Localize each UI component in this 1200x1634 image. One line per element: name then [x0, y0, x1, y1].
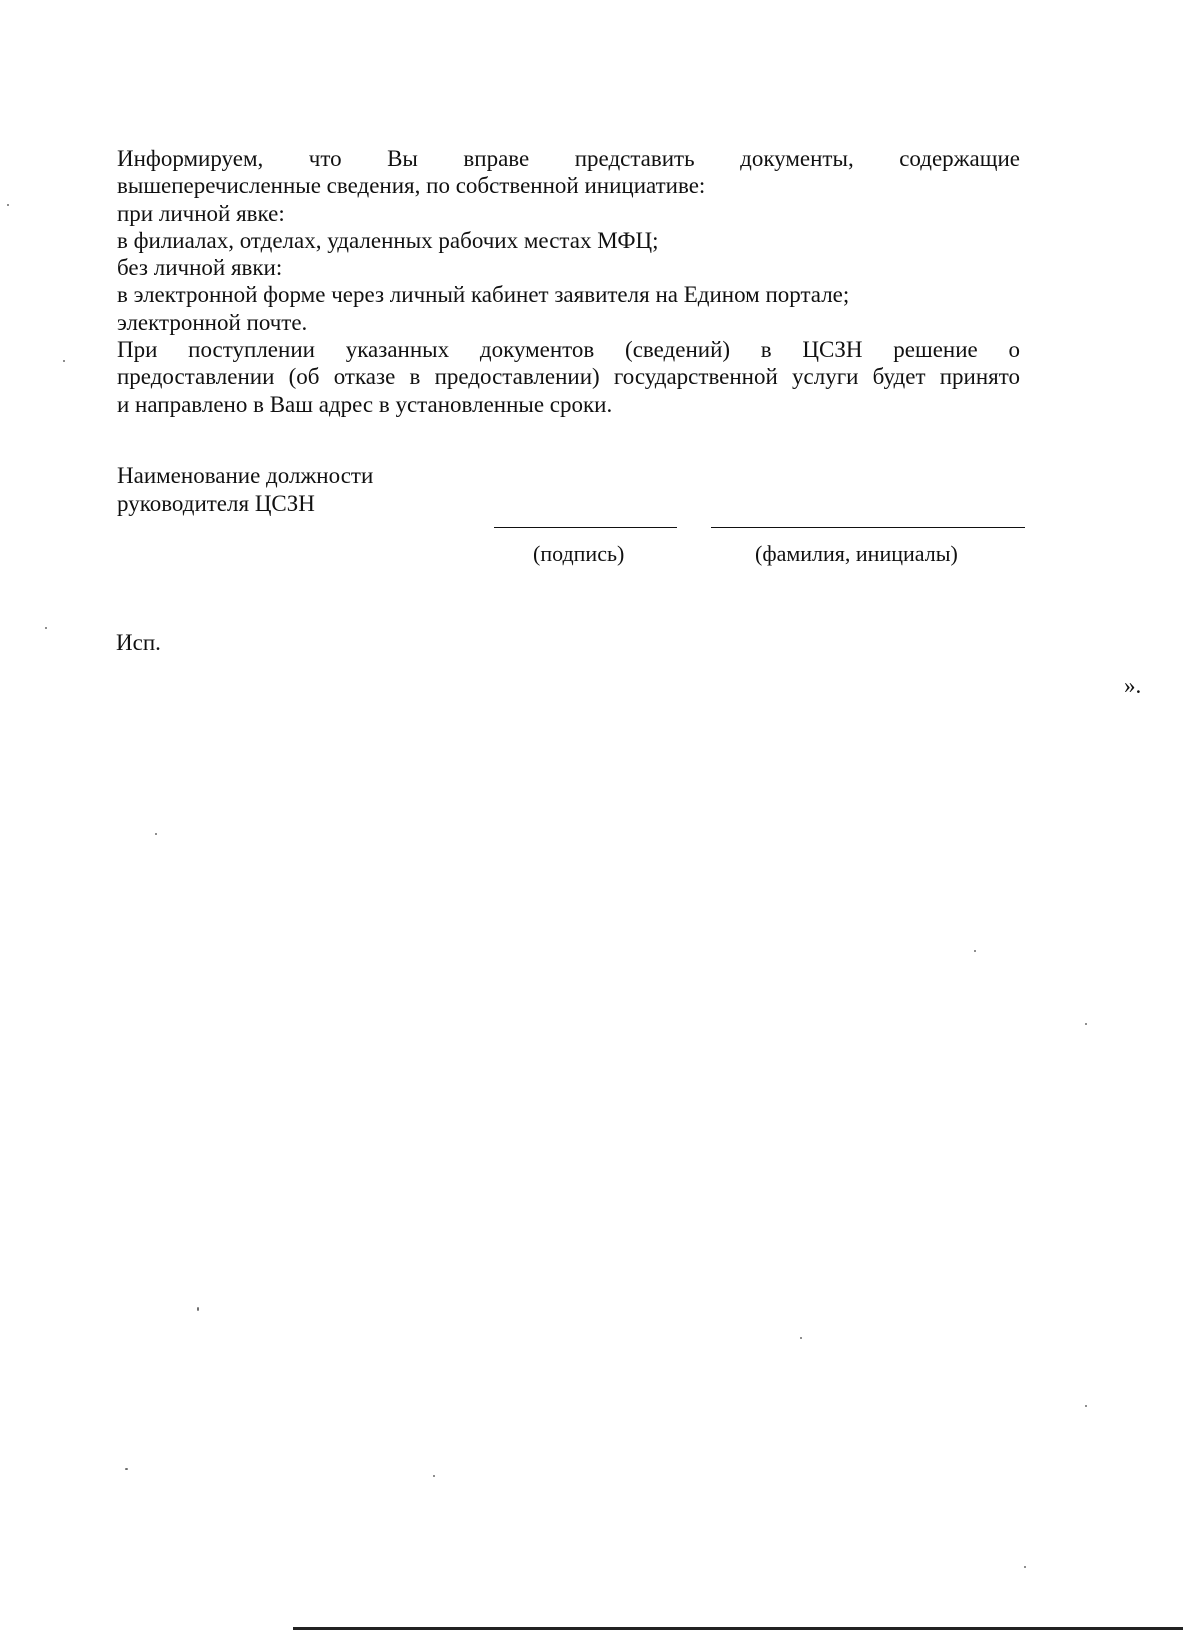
- scan-speck: [63, 360, 65, 362]
- body-line-3: при личной явке:: [117, 200, 285, 226]
- scan-speck: [433, 1475, 435, 1477]
- body-line-9: предоставлении (об отказе в предоставлении) государственной услуги будет принято: [117, 364, 1020, 390]
- notice-body: [117, 145, 1020, 418]
- name-line: [711, 527, 1025, 528]
- body-line-6: в электронной форме через личный кабинет заявителя на Едином портале;: [117, 282, 850, 308]
- scan-speck: [1085, 1405, 1087, 1407]
- scan-speck: [800, 1337, 802, 1339]
- scan-speck: [45, 627, 47, 629]
- position-title-line-1: Наименование должности: [117, 463, 374, 488]
- body-line-10: и направлено в Ваш адрес в установленные сроки.: [117, 391, 613, 417]
- signature-caption: (подпись): [533, 541, 625, 566]
- signature-line: [494, 527, 677, 528]
- name-caption: (фамилия, инициалы): [755, 541, 958, 566]
- scan-speck: [125, 1468, 128, 1470]
- body-line-7: электронной почте.: [117, 309, 308, 335]
- scan-speck: [974, 950, 976, 952]
- executor-label: Исп.: [116, 630, 161, 655]
- scan-speck: [155, 833, 157, 835]
- body-line-2: вышеперечисленные сведения, по собственной инициативе:: [117, 173, 706, 199]
- body-line-1: Информируем, что Вы вправе представить документы, содержащие: [117, 146, 1020, 171]
- scan-speck: [1085, 1023, 1087, 1025]
- scan-speck: [7, 204, 9, 206]
- body-line-8: При поступлении указанных документов (сведений) в ЦСЗН решение о: [117, 337, 1020, 363]
- scan-edge-line: [293, 1627, 1183, 1630]
- position-title: [117, 462, 373, 518]
- scan-speck: [1024, 1566, 1026, 1568]
- body-line-4: в филиалах, отделах, удаленных рабочих местах МФЦ;: [117, 227, 659, 253]
- position-title-line-2: руководителя ЦСЗН: [117, 491, 315, 516]
- scan-speck: [197, 1307, 199, 1311]
- closing-quote: ».: [1124, 673, 1142, 698]
- body-line-5: без личной явки:: [117, 255, 283, 281]
